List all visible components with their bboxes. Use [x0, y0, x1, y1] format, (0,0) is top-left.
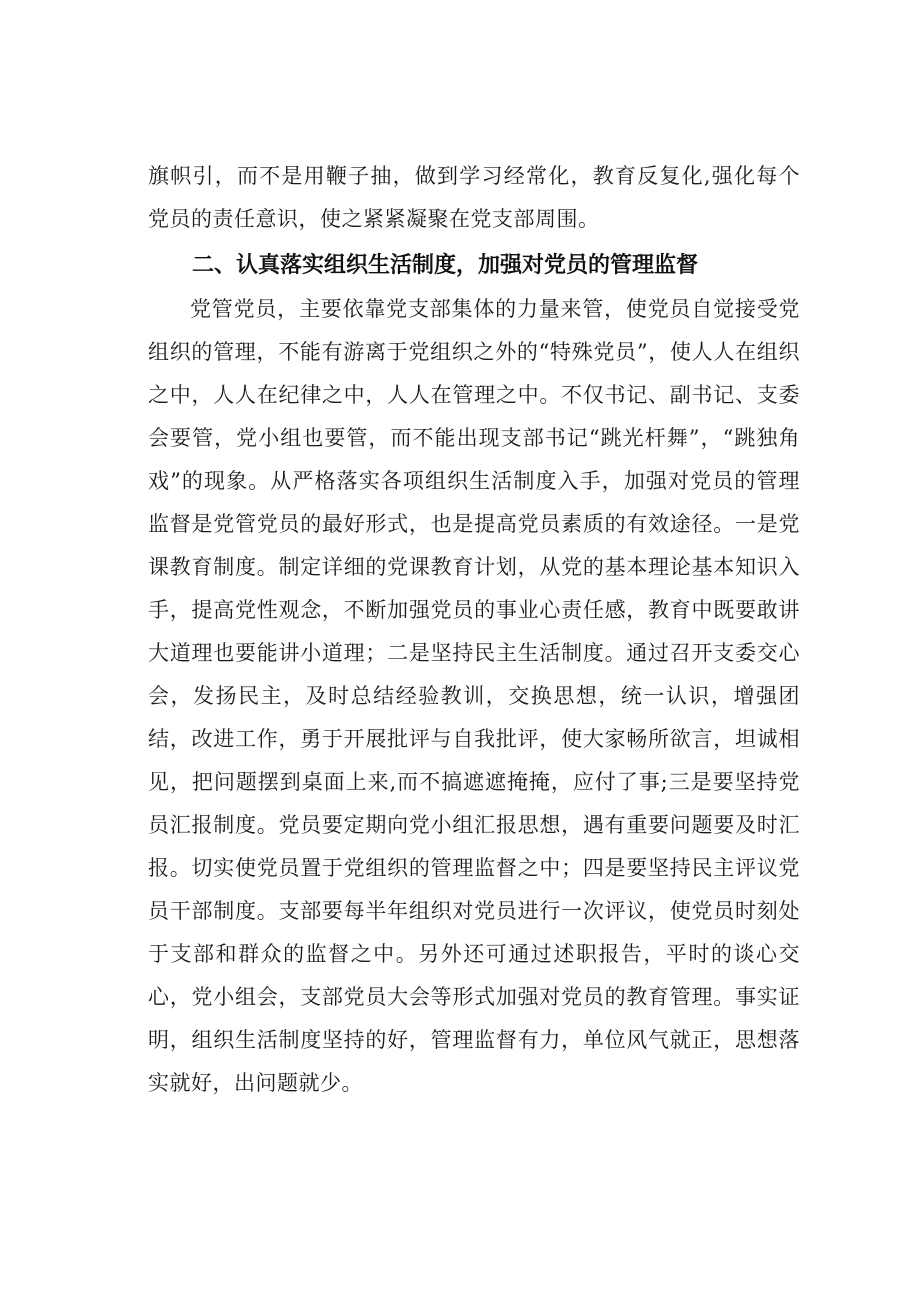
section-heading: 二、认真落实组织生活制度，加强对党员的管理监督 — [192, 253, 699, 278]
main-paragraph: 党管党员，主要依靠党支部集体的力量来管，使党员自觉接受党组织的管理，不能有游离于党组织之外的“特殊党员”，使人人在组织之中，人人在纪律之中，人人在管理之中。不仅书记、副书记、支委会要管，党小组也要管，而不能出现支部书记“跳光杆舞”，“跳独角戏”的现象。从严格落实各项组织生活制度入手，加强对党员的管理监督是党管党员的最好形式，也是提高党员素质的有效途径。一是党课教育制度。制定详细的党课教育计划，从党的基本理论基本知识入手，提高党性观念，不断加强党员的事业心责任感，教育中既要敢讲大道理也要能讲小道理；二是坚持民主生活制度。通过召开支委交心会，发扬民主，及时总结经验教训，交换思想，统一认识，增强团结，改进工作，勇于开展批评与自我批评，使大家畅所欲言，坦诚相见，把问题摆到桌面上来,而不搞遮遮掩掩，应付了事;三是要坚持党员汇报制度。党员要定期向党小组汇报思想，遇有重要问题要及时汇报。切实使党员置于党组织的管理监督之中；四是要坚持民主评议党员干部制度。支部要每半年组织对党员进行一次评议，使党员时刻处于支部和群众的监督之中。另外还可通过述职报告，平时的谈心交心，党小组会，支部党员大会等形式加强对党员的教育管理。事实证明，组织生活制度坚持的好，管理监督有力，单位风气就正，思想落实就好，出问题就少。 — [148, 297, 800, 1095]
continued-paragraph: 旗帜引，而不是用鞭子抽，做到学习经常化，教育反复化,强化每个党员的责任意识，使之紧紧凝聚在党支部周围。 — [148, 164, 800, 231]
